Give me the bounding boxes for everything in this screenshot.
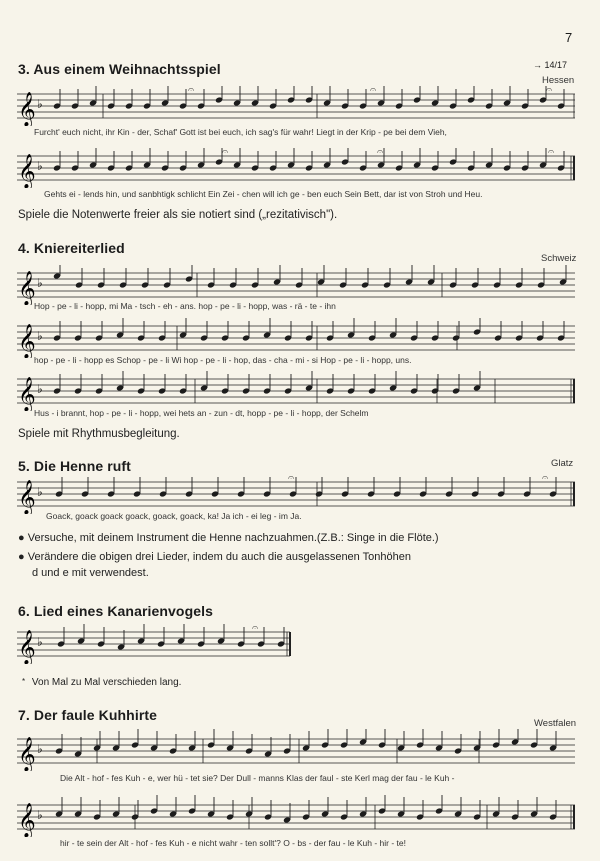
section-7-heading: 7. Der faule Kuhhirte [18,707,158,723]
fermata-icon: 𝄐 [548,148,555,158]
section-7-staff-2 [17,795,577,837]
section-3-lyrics-2: Gehts ei - lends hin, und sanbhtigk schlicht Ein Zei - chen will ich ge - ben euch Sein Bett, dar ist von Stroh und Heu. [44,189,483,199]
section-4-heading: 4. Kniereiterlied [18,240,125,256]
fermata-icon: 𝄐 [546,86,553,96]
flat-icon: ♭ [37,485,43,499]
bullet-text: Verändere die obigen drei Lieder, indem du auch die ausgelassenen Tonhöhen [27,551,411,563]
section-4-lyrics-3: Hus - i brannt, hop - pe - li - hopp, wei hets an - zun - dt, hopp - pe - li - hopp, der Schelm [34,408,369,418]
flat-icon: ♭ [37,808,43,822]
section-5-lyrics: Goack, goack goack goack, goack, goack, ka! Ja ich - ei leg - im Ja. [46,511,302,521]
section-6-footnote [22,677,181,688]
section-7-lyrics-2: hir - te sein der Alt - hof - fes Kuh - e nicht wahr - ten sollt'? O - bs - der fau - le Kuh - hir - te! [60,838,407,848]
section-5-heading: 5. Die Henne ruft [18,458,131,474]
section-3-instruction: Spiele die Notenwerte freier als sie notiert sind („rezitativisch"). [18,209,338,221]
treble-clef-icon: 𝄞 [18,324,36,358]
flat-icon: ♭ [37,742,43,756]
section-4-staff-2 [17,318,577,358]
section-6-heading: 6. Lied eines Kanarienvogels [18,603,213,619]
treble-clef-icon: 𝄞 [18,154,36,188]
fermata-icon: 𝄐 [188,86,195,96]
bullet-icon: ● [18,532,25,544]
treble-clef-icon: 𝄞 [18,630,36,664]
fermata-icon: 𝄐 [542,474,549,484]
bullet-item-1 [18,532,439,544]
treble-clef-icon: 𝄞 [18,377,36,411]
section-4-origin: Schweiz [541,253,577,264]
section-7-origin: Westfalen [534,718,577,729]
fermata-icon: 𝄐 [252,622,259,634]
section-5-origin: Glatz [551,458,574,469]
flat-icon: ♭ [37,97,43,111]
bullet-continuation: d und e mit verwendest. [32,567,149,579]
section-7-lyrics-1: Die Alt - hof - fes Kuh - e, wer hü - tet sie? Der Dull - manns Klas der faul - ste Kerl mag der fau - le Kuh - [60,773,455,783]
section-5-staff [17,474,577,514]
fermata-icon: 𝄐 [222,148,229,158]
section-3-origin: Hessen [542,75,575,86]
section-3-heading: 3. Aus einem Weihnachtsspiel [18,61,221,77]
flat-icon: ♭ [37,635,43,649]
page-number: 7 [565,30,573,45]
treble-clef-icon: 𝄞 [18,480,36,514]
flat-icon: ♭ [37,159,43,173]
section-4-instruction: Spiele mit Rhythmusbegleitung. [18,428,180,440]
flat-icon: ♭ [37,382,43,396]
section-6-staff [17,622,297,664]
fermata-icon: 𝄐 [370,86,377,96]
fermata-icon: 𝄐 [288,474,295,484]
fermata-icon: 𝄐 [377,148,384,158]
treble-clef-icon: 𝄞 [18,92,36,126]
section-3-staff-1 [17,86,577,126]
bullet-text: Versuche, mit deinem Instrument die Henne nachzuahmen.(Z.B.: Singe in die Flöte.) [27,532,439,544]
footnote-text: Von Mal zu Mal verschieden lang. [31,677,182,688]
treble-clef-icon: 𝄞 [18,271,36,305]
treble-clef-icon: 𝄞 [18,737,36,771]
bullet-item-2 [18,551,411,563]
section-4-lyrics-1: Hop - pe - li - hopp, mi Ma - tsch - eh - ans. hop - pe - li - hopp, was - rä - te - ihn [34,301,336,311]
flat-icon: ♭ [37,276,43,290]
asterisk-icon: * [22,677,26,686]
section-4-staff-3 [17,371,577,411]
section-3-lyrics-1: Furcht' euch nicht, ihr Kin - der, Schaf' Gott ist bei euch, ich sag's für wahr! Liegt in der Krip - pe bei dem Vieh, [34,127,447,137]
section-4-lyrics-2: hop - pe - li - hopp es Schop - pe - li Wi hop - pe - li - hop, das - cha - mi - si Hop - pe - li - hopp, uns. [34,355,412,365]
section-7-staff-1 [17,729,577,771]
cross-reference: → 14/17 [533,60,568,70]
section-4-staff-1 [17,265,577,305]
flat-icon: ♭ [37,329,43,343]
bullet-icon: ● [18,551,25,563]
section-3-staff-2 [17,148,577,188]
treble-clef-icon: 𝄞 [18,803,36,837]
